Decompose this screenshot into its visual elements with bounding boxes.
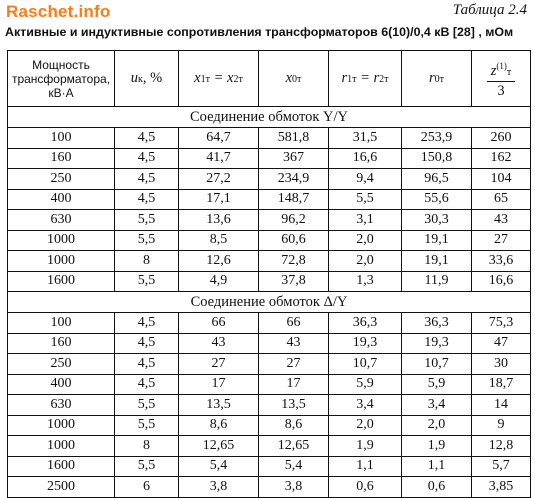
table-cell: 17 bbox=[259, 374, 329, 395]
header-z-fraction bbox=[487, 57, 516, 101]
table-cell: 2,0 bbox=[329, 251, 402, 272]
table-cell: 8,5 bbox=[179, 230, 259, 251]
header-power-line-3: кВ·А bbox=[48, 85, 74, 100]
table-body bbox=[8, 107, 531, 498]
table-cell: 66 bbox=[259, 313, 329, 334]
table-cell: 10,7 bbox=[402, 354, 472, 375]
table-cell: 12,65 bbox=[179, 436, 259, 457]
table-cell: 1,9 bbox=[329, 436, 402, 457]
table-cell: 2,0 bbox=[329, 230, 402, 251]
header-r0-symbol: r bbox=[428, 70, 435, 86]
resistance-table bbox=[7, 50, 531, 498]
table-cell: 12,65 bbox=[259, 436, 329, 457]
table-cell: 18,7 bbox=[472, 374, 531, 395]
table-cell: 5,5 bbox=[115, 210, 179, 231]
section-header-row bbox=[8, 292, 531, 313]
table-cell: 27 bbox=[259, 354, 329, 375]
table-cell: 5,5 bbox=[329, 189, 402, 210]
table-cell: 0,6 bbox=[329, 477, 402, 498]
table-cell: 160 bbox=[8, 148, 115, 169]
table-cell: 3,1 bbox=[329, 210, 402, 231]
header-z bbox=[472, 51, 531, 107]
header-r0 bbox=[402, 51, 472, 107]
table-cell: 162 bbox=[472, 148, 531, 169]
table-cell: 75,3 bbox=[472, 313, 531, 334]
table-row bbox=[8, 395, 531, 416]
table-cell: 47 bbox=[472, 333, 531, 354]
header-x1-eq: = x bbox=[209, 70, 234, 86]
table-cell: 100 bbox=[8, 313, 115, 334]
table-cell: 400 bbox=[8, 189, 115, 210]
table-cell: 160 bbox=[8, 333, 115, 354]
table-cell: 4,5 bbox=[115, 189, 179, 210]
table-cell: 10,7 bbox=[329, 354, 402, 375]
table-cell: 4,5 bbox=[115, 148, 179, 169]
table-cell: 33,6 bbox=[472, 251, 531, 272]
header-x1-sub2: 2т bbox=[233, 74, 243, 85]
table-cell: 3,4 bbox=[402, 395, 472, 416]
section-title: Соединение обмоток Δ/Y bbox=[8, 292, 531, 313]
table-row bbox=[8, 313, 531, 334]
header-uk-sub: к bbox=[138, 74, 143, 85]
header-x0-sub: 0т bbox=[292, 74, 302, 85]
header-x1-symbol: x bbox=[194, 70, 201, 86]
table-cell: 5,5 bbox=[115, 271, 179, 292]
table-row bbox=[8, 189, 531, 210]
table-cell: 3,8 bbox=[179, 477, 259, 498]
header-r1-symbol: r bbox=[341, 70, 348, 86]
header-z-sup: (1) bbox=[496, 60, 507, 71]
table-cell: 43 bbox=[259, 333, 329, 354]
table-cell: 19,1 bbox=[402, 251, 472, 272]
table-cell: 72,8 bbox=[259, 251, 329, 272]
table-cell: 31,5 bbox=[329, 128, 402, 149]
table-cell: 12,6 bbox=[179, 251, 259, 272]
table-cell: 8,6 bbox=[179, 415, 259, 436]
table-cell: 12,8 bbox=[472, 436, 531, 457]
header-r1-sub: 1т bbox=[347, 74, 357, 85]
table-cell: 13,6 bbox=[179, 210, 259, 231]
header-power-line-2: трансформатора, bbox=[11, 71, 111, 86]
table-cell: 0,6 bbox=[402, 477, 472, 498]
table-cell: 260 bbox=[472, 128, 531, 149]
header-z-symbol: z bbox=[490, 62, 497, 79]
table-cell: 55,6 bbox=[402, 189, 472, 210]
table-cell: 5,5 bbox=[115, 415, 179, 436]
table-cell: 630 bbox=[8, 210, 115, 231]
table-cell: 234,9 bbox=[259, 169, 329, 190]
table-cell: 5,5 bbox=[115, 395, 179, 416]
header-x1 bbox=[179, 51, 259, 107]
table-cell: 2,0 bbox=[329, 415, 402, 436]
table-cell: 96,2 bbox=[259, 210, 329, 231]
table-cell: 5,9 bbox=[329, 374, 402, 395]
table-cell: 37,8 bbox=[259, 271, 329, 292]
table-cell: 148,7 bbox=[259, 189, 329, 210]
table-cell: 250 bbox=[8, 169, 115, 190]
table-cell: 1000 bbox=[8, 415, 115, 436]
table-cell: 250 bbox=[8, 354, 115, 375]
section-title: Соединение обмоток Y/Y bbox=[8, 107, 531, 128]
table-cell: 17,1 bbox=[179, 189, 259, 210]
table-cell: 65 bbox=[472, 189, 531, 210]
table-cell: 5,9 bbox=[402, 374, 472, 395]
table-row bbox=[8, 456, 531, 477]
table-row bbox=[8, 148, 531, 169]
table-cell: 13,5 bbox=[259, 395, 329, 416]
table-cell: 4,9 bbox=[179, 271, 259, 292]
table-cell: 43 bbox=[472, 210, 531, 231]
table-cell: 1600 bbox=[8, 271, 115, 292]
table-cell: 5,5 bbox=[115, 456, 179, 477]
table-cell: 104 bbox=[472, 169, 531, 190]
table-cell: 27,2 bbox=[179, 169, 259, 190]
table-cell: 4,5 bbox=[115, 128, 179, 149]
table-cell: 30,3 bbox=[402, 210, 472, 231]
table-cell: 8 bbox=[115, 251, 179, 272]
header-r1-eq: = r bbox=[356, 70, 380, 86]
table-cell: 4,5 bbox=[115, 333, 179, 354]
header-power bbox=[8, 51, 115, 107]
table-cell: 100 bbox=[8, 128, 115, 149]
table-cell: 43 bbox=[179, 333, 259, 354]
table-cell: 9 bbox=[472, 415, 531, 436]
table-cell: 27 bbox=[472, 230, 531, 251]
header-r0-sub: 0т bbox=[434, 74, 445, 85]
table-cell: 3,8 bbox=[259, 477, 329, 498]
table-row bbox=[8, 169, 531, 190]
header-x0 bbox=[259, 51, 329, 107]
table-row bbox=[8, 374, 531, 395]
table-cell: 1000 bbox=[8, 436, 115, 457]
table-cell: 6 bbox=[115, 477, 179, 498]
table-cell: 1,3 bbox=[329, 271, 402, 292]
table-cell: 4,5 bbox=[115, 169, 179, 190]
table-cell: 4,5 bbox=[115, 374, 179, 395]
table-cell: 4,5 bbox=[115, 354, 179, 375]
table-cell: 3,85 bbox=[472, 477, 531, 498]
table-cell: 1,1 bbox=[402, 456, 472, 477]
table-row bbox=[8, 230, 531, 251]
table-cell: 60,6 bbox=[259, 230, 329, 251]
site-watermark: Raschet.info bbox=[6, 2, 111, 21]
table-cell: 3,4 bbox=[329, 395, 402, 416]
table-cell: 581,8 bbox=[259, 128, 329, 149]
table-row bbox=[8, 477, 531, 498]
header-power-line-1: Мощность bbox=[32, 57, 90, 72]
table-cell: 367 bbox=[259, 148, 329, 169]
table-row bbox=[8, 210, 531, 231]
table-cell: 1000 bbox=[8, 230, 115, 251]
table-cell: 64,7 bbox=[179, 128, 259, 149]
header-r1-sub2: 2т bbox=[379, 74, 389, 85]
table-cell: 27 bbox=[179, 354, 259, 375]
table-cell: 17 bbox=[179, 374, 259, 395]
header-r1 bbox=[329, 51, 402, 107]
header-z-denominator: 3 bbox=[497, 83, 505, 100]
table-cell: 19,3 bbox=[329, 333, 402, 354]
table-title: Активные и индуктивные сопротивления трансформаторов 6(10)/0,4 кВ [28] , мОм bbox=[5, 25, 514, 39]
table-row bbox=[8, 251, 531, 272]
table-cell: 14 bbox=[472, 395, 531, 416]
table-cell: 16,6 bbox=[472, 271, 531, 292]
table-cell: 150,8 bbox=[402, 148, 472, 169]
table-cell: 5,4 bbox=[179, 456, 259, 477]
header-x0-symbol: x bbox=[285, 70, 293, 86]
table-row bbox=[8, 333, 531, 354]
header-z-sub: т bbox=[506, 66, 512, 78]
table-cell: 96,5 bbox=[402, 169, 472, 190]
header-row bbox=[8, 51, 531, 107]
table-cell: 16,6 bbox=[329, 148, 402, 169]
table-cell: 19,1 bbox=[402, 230, 472, 251]
table-cell: 253,9 bbox=[402, 128, 472, 149]
table-cell: 2,0 bbox=[402, 415, 472, 436]
table-cell: 630 bbox=[8, 395, 115, 416]
table-cell: 30 bbox=[472, 354, 531, 375]
table-cell: 41,7 bbox=[179, 148, 259, 169]
table-cell: 4,5 bbox=[115, 313, 179, 334]
section-header-row bbox=[8, 107, 531, 128]
header-uk-unit: , % bbox=[142, 70, 163, 86]
table-row bbox=[8, 436, 531, 457]
table-cell: 13,5 bbox=[179, 395, 259, 416]
table-cell: 2500 bbox=[8, 477, 115, 498]
table-cell: 5,4 bbox=[259, 456, 329, 477]
table-cell: 5,7 bbox=[472, 456, 531, 477]
table-cell: 36,3 bbox=[329, 313, 402, 334]
header-uk bbox=[115, 51, 179, 107]
table-row bbox=[8, 271, 531, 292]
table-cell: 36,3 bbox=[402, 313, 472, 334]
header-uk-symbol: u bbox=[130, 70, 139, 86]
table-row bbox=[8, 354, 531, 375]
table-cell: 1,9 bbox=[402, 436, 472, 457]
table-cell: 1,1 bbox=[329, 456, 402, 477]
table-cell: 11,9 bbox=[402, 271, 472, 292]
table-cell: 66 bbox=[179, 313, 259, 334]
table-cell: 5,5 bbox=[115, 230, 179, 251]
table-cell: 8,6 bbox=[259, 415, 329, 436]
table-row bbox=[8, 128, 531, 149]
table-cell: 1600 bbox=[8, 456, 115, 477]
table-number: Таблица 2.4 bbox=[452, 2, 527, 18]
header-z-numerator bbox=[487, 57, 516, 83]
table-cell: 19,3 bbox=[402, 333, 472, 354]
table-cell: 8 bbox=[115, 436, 179, 457]
table-cell: 9,4 bbox=[329, 169, 402, 190]
header-x1-sub: 1т bbox=[200, 74, 210, 85]
table-cell: 1000 bbox=[8, 251, 115, 272]
table-cell: 400 bbox=[8, 374, 115, 395]
table-row bbox=[8, 415, 531, 436]
